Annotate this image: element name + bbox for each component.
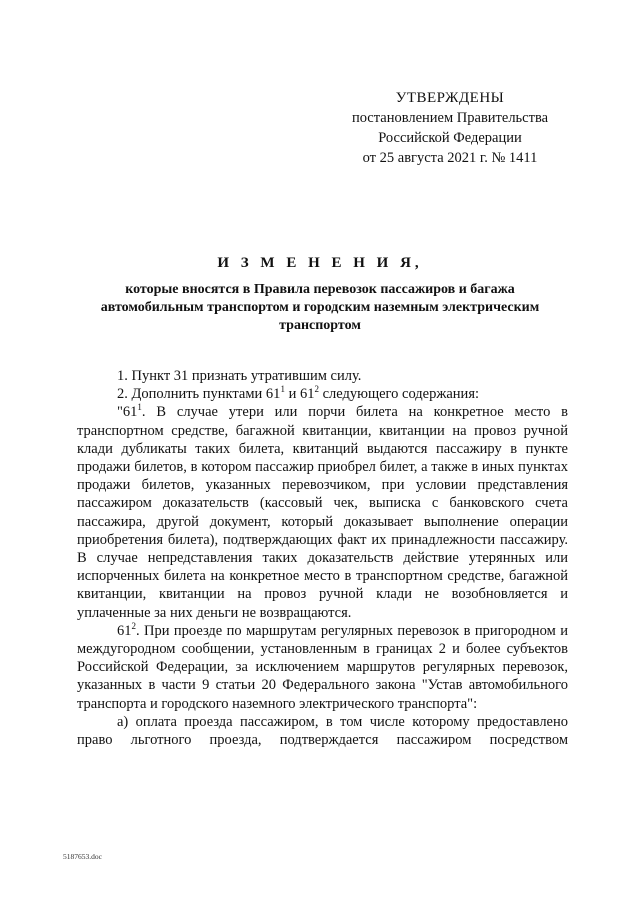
item-2-mid: и 61: [284, 386, 315, 403]
paragraph-61-2: [77, 622, 568, 713]
approval-block: [330, 88, 570, 168]
item-2: [77, 385, 568, 403]
paragraph-61-2-text: . При проезде по маршрутам регулярных перевозок в пригородном и междугородном сообщении, установленным в границах 2 и более субъектов Российской Федерации, за исключением маршрутов регулярных перевозок, указанных в части 9 статьи 20 Федерального закона "Устав автомобильного транспорта и городского наземного электрического транспорта":: [77, 622, 568, 712]
item-2-sup-1: 1: [280, 384, 285, 395]
item-2-sup-2: 2: [314, 384, 319, 395]
document-subtitle: которые вносятся в Правила перевозок пассажиров и багажа автомобильным транспортом и городским наземным электрическим транспортом: [100, 282, 540, 333]
paragraph-61-2-number: 61: [117, 622, 132, 639]
paragraph-61-1: [77, 403, 568, 621]
paragraph-61-1-sup: 1: [137, 402, 142, 413]
paragraph-61-1-text: . В случае утери или порчи билета на конкретное место в транспортном средстве, багажной квитанции, квитанции на провоз ручной клади дубликаты таких билета, квитанций выдаются пассажиру в пункте продажи билетов, в котором пассажир приобрел билет, а также в иных пунктах продажи билетов, указанных перевозчиком, при условии представления пассажиром доказательств (кассовый чек, выписка с банковского счета пассажира, другой документ, который доказывает выполнение операции приобретения билета), подтверждающих факт их принадлежности пассажиру. В случае непредставления таких доказательств действие утерянных или испорченных билета на конкретное место в транспортном средстве, багажной квитанции, квитанции на провоз ручной клади не возобновляется и уплаченные за них деньги не возвращаются.: [77, 404, 568, 621]
item-1: 1. Пункт 31 признать утратившим силу.: [117, 368, 362, 384]
approval-line-2: Российской Федерации: [378, 130, 522, 146]
approval-line-1: постановлением Правительства: [351, 110, 549, 126]
paragraph-61-1-number: "61: [117, 404, 138, 421]
item-2-suffix: следующего содержания:: [318, 386, 480, 403]
document-title: И З М Е Н Е Н И Я,: [217, 255, 423, 271]
subitem-a: а) оплата проезда пассажиром, в том числе которому предоставлено право льготного проезда, подтверждается пассажиром посредством: [77, 713, 568, 749]
paragraph-61-2-sup: 2: [131, 620, 136, 631]
approval-heading: УТВЕРЖДЕНЫ: [395, 90, 505, 106]
document-body: [77, 367, 568, 749]
file-name-footer: 5187653.doc: [63, 852, 102, 861]
item-2-prefix: 2. Дополнить пунктами 61: [117, 386, 281, 403]
approval-line-3: от 25 августа 2021 г. № 1411: [362, 150, 538, 166]
